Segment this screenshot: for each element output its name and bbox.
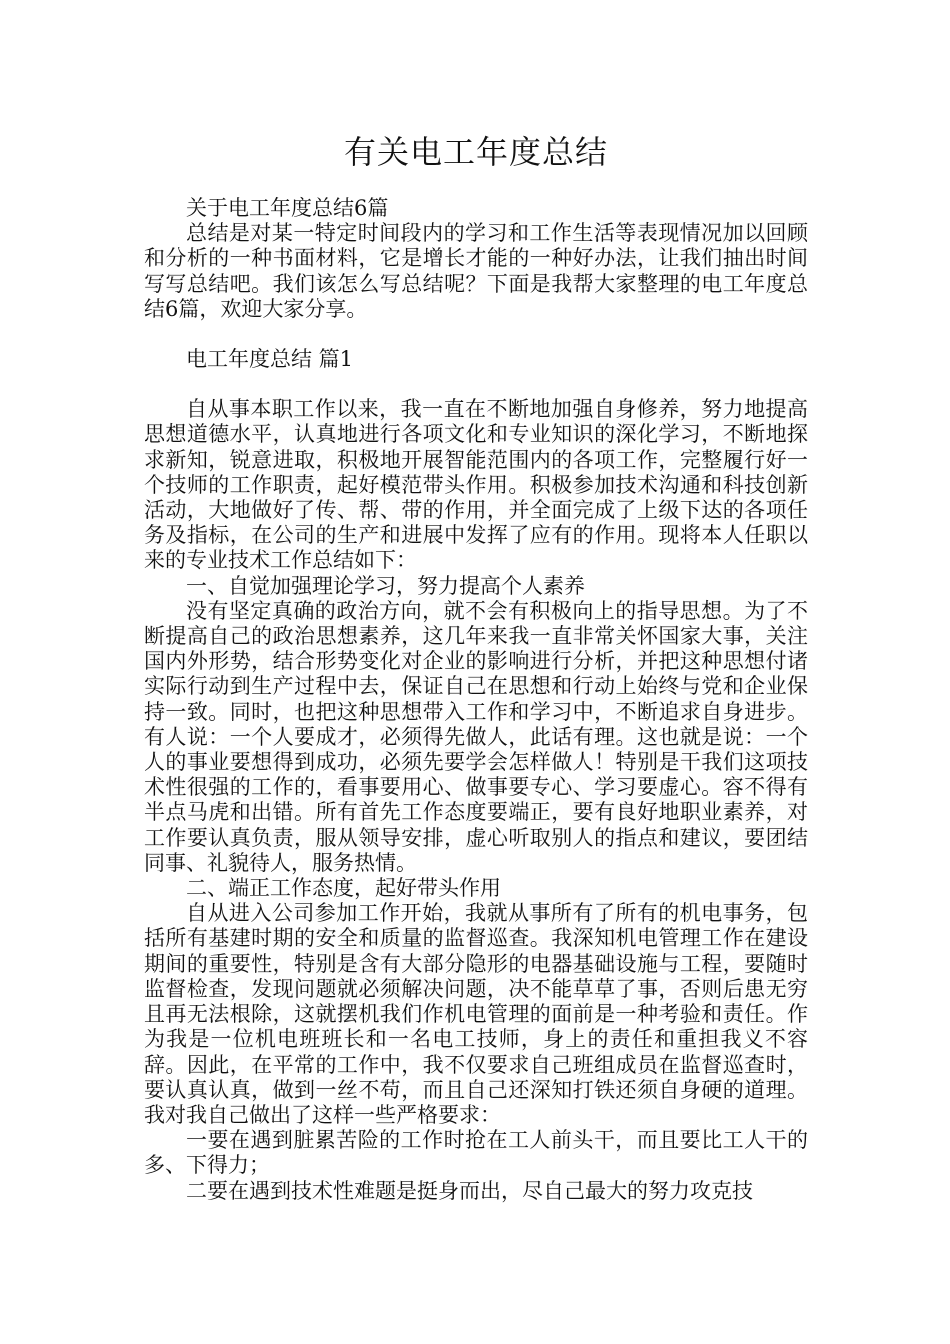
body-paragraph: 一要在遇到脏累苦险的工作时抢在工人前头干，而且要比工人干的多、下得力； (144, 1128, 808, 1178)
document-page (144, 122, 808, 1204)
body-paragraph: 没有坚定真确的政治方向，就不会有积极向上的指导思想。为了不断提高自己的政治思想素养，这几年来我一直非常关怀国家大事，关注国内外形势，结合形势变化对企业的影响进行分析，并把这种思想付诸实际行动到生产过程中去，保证自己在思想和行动上始终与党和企业保持一致。同时，也把这种思想带入工作和学习中，不断追求自身进步。有人说：一个人要成才，必须得先做人，此话有理。这也就是说：一个人的事业要想得到成功，必须先要学会怎样做人！特别是干我们这项技术性很强的工作的，看事要用心、做事要专心、学习要虚心。容不得有半点马虎和出错。所有首先工作态度要端正，要有良好地职业素养，对工作要认真负责，服从领导安排，虚心听取别人的指点和建议，要团结同事、礼貌待人，服务热情。 (144, 598, 808, 875)
document-title: 有关电工年度总结 (343, 133, 608, 171)
body-paragraph: 自从进入公司参加工作开始，我就从事所有了所有的机电事务，包括所有基建时期的安全和质量的监督巡查。我深知机电管理工作在建设期间的重要性，特别是含有大部分隐形的电器基础设施与工程，要随时监督检查，发现问题就必须解决问题，决不能草草了事，否则后患无穷且再无法根除，这就摆机我们作机电管理的面前是一种考验和责任。作为我是一位机电班班长和一名电工技师，身上的责任和重担我义不容辞。因此，在平常的工作中，我不仅要求自己班组成员在监督巡查时，要认真认真，做到一丝不苟，而且自己还深知打铁还须自身硬的道理。我对我自己做出了这样一些严格要求： (144, 901, 808, 1127)
body-paragraph: 自从事本职工作以来，我一直在不断地加强自身修养，努力地提高思想道德水平，认真地进行各项文化和专业知识的深化学习，不断地探求新知，锐意进取，积极地开展智能范围内的各项工作，完整履行好一个技师的工作职责，起好模范带头作用。积极参加技术沟通和科技创新活动，大地做好了传、帮、带的作用，并全面完成了上级下达的各项任务及指标，在公司的生产和进展中发挥了应有的作用。现将本人任职以来的专业技术工作总结如下： (144, 397, 808, 573)
document-subtitle: 关于电工年度总结6篇 (186, 196, 389, 220)
section-heading: 一、自觉加强理论学习，努力提高个人素养 (186, 573, 585, 598)
section-heading: 二、端正工作态度，起好带头作用 (186, 876, 501, 901)
section-heading-part1: 电工年度总结 篇1 (186, 347, 354, 372)
body-paragraph: 二要在遇到技术性难题是挺身而出，尽自己最大的努力攻克技 (186, 1178, 753, 1203)
intro-paragraph: 总结是对某一特定时间段内的学习和工作生活等表现情况加以回顾和分析的一种书面材料，它是增长才能的一种好办法，让我们抽出时间写写总结吧。我们该怎么写总结呢？下面是我帮大家整理的电工年度总结6篇，欢迎大家分享。 (144, 221, 808, 321)
